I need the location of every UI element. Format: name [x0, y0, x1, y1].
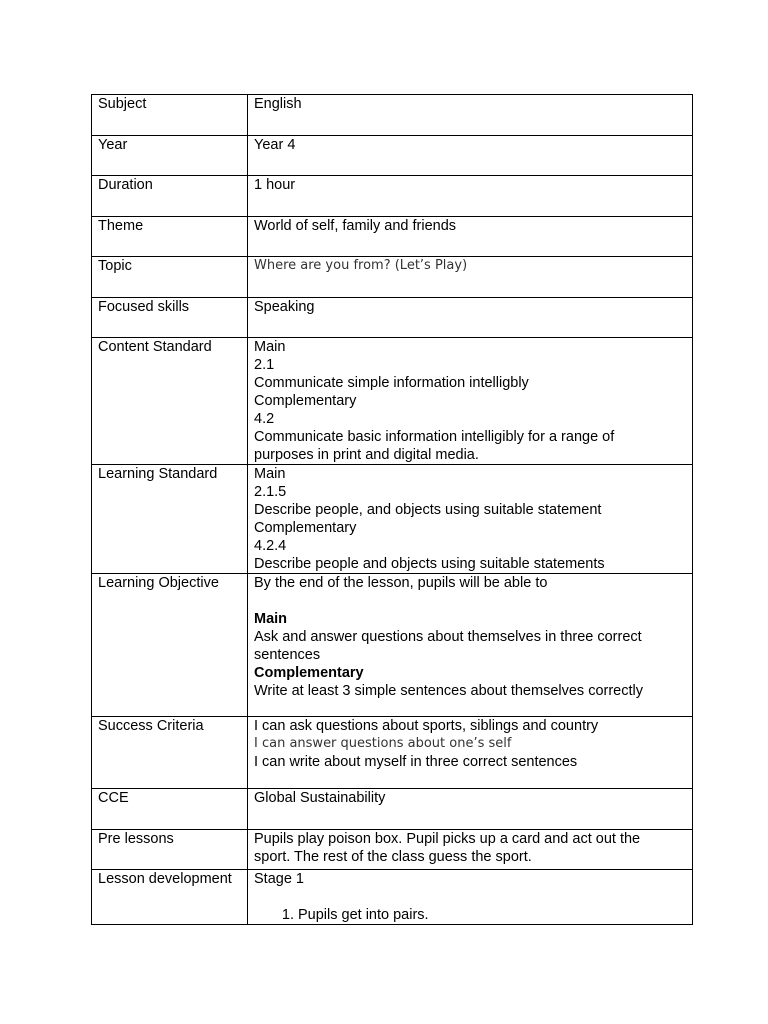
text-line: I can write about myself in three correct sentences	[254, 754, 578, 770]
text-line: Communicate simple information intelligbly	[254, 375, 529, 391]
row-value: Year 4	[248, 136, 693, 176]
text-line: By the end of the lesson, pupils will be able to	[254, 575, 548, 591]
text-line: 4.2	[254, 411, 275, 427]
text-line: Complementary	[254, 520, 357, 536]
row-label: Theme	[92, 217, 248, 257]
table-row	[92, 789, 693, 830]
text-line: Main	[254, 339, 286, 355]
table-row	[92, 95, 693, 136]
table-row	[92, 136, 693, 176]
row-value	[248, 574, 693, 717]
steps-list	[254, 906, 686, 924]
table-row	[92, 870, 693, 925]
row-label: Year	[92, 136, 248, 176]
row-label: Focused skills	[92, 298, 248, 338]
row-label: CCE	[92, 789, 248, 830]
row-value: 1 hour	[248, 176, 693, 217]
section-heading: Complementary	[254, 665, 364, 681]
row-value: Global Sustainability	[248, 789, 693, 830]
table-row	[92, 465, 693, 574]
text-line: Main	[254, 466, 286, 482]
row-value: World of self, family and friends	[248, 217, 693, 257]
lesson-plan-table	[91, 94, 693, 925]
text-line: Write at least 3 simple sentences about themselves correctly	[254, 683, 643, 699]
text-line: purposes in print and digital media.	[254, 447, 479, 463]
row-label: Lesson development	[92, 870, 248, 925]
row-label: Topic	[92, 257, 248, 298]
row-value: Speaking	[248, 298, 693, 338]
text-line: Pupils play poison box. Pupil picks up a card and act out the	[254, 831, 641, 847]
table-row	[92, 257, 693, 298]
text-line: I can ask questions about sports, siblings and country	[254, 718, 599, 734]
blank-line	[254, 592, 686, 610]
table-row	[92, 717, 693, 789]
table-row	[92, 298, 693, 338]
row-value	[248, 830, 693, 870]
row-label: Content Standard	[92, 338, 248, 465]
row-label: Pre lessons	[92, 830, 248, 870]
text-line: I can answer questions about one’s self	[254, 736, 512, 751]
text-line: 2.1.5	[254, 484, 287, 500]
text-line: Communicate basic information intelligibly for a range of	[254, 429, 615, 445]
row-value: English	[248, 95, 693, 136]
row-value: Where are you from? (Let’s Play)	[248, 257, 693, 298]
stage-label: Stage 1	[254, 871, 304, 887]
text-line: Complementary	[254, 393, 357, 409]
row-value	[248, 717, 693, 789]
row-value	[248, 338, 693, 465]
table-row	[92, 217, 693, 257]
row-label: Duration	[92, 176, 248, 217]
list-item: 1. Pupils get into pairs.	[298, 906, 686, 924]
table-row	[92, 574, 693, 717]
text-line: 2.1	[254, 357, 275, 373]
text-line: Describe people, and objects using suitable statement	[254, 502, 602, 518]
text-line: 4.2.4	[254, 538, 287, 554]
row-label: Success Criteria	[92, 717, 248, 789]
text-line: Ask and answer questions about themselves in three correct	[254, 629, 642, 645]
section-heading: Main	[254, 611, 288, 627]
text-line: sport. The rest of the class guess the sport.	[254, 849, 532, 865]
row-value	[248, 465, 693, 574]
text-line: sentences	[254, 647, 321, 663]
row-label: Learning Standard	[92, 465, 248, 574]
row-label: Learning Objective	[92, 574, 248, 717]
table-row	[92, 176, 693, 217]
table-row	[92, 830, 693, 870]
row-value	[248, 870, 693, 925]
row-label: Subject	[92, 95, 248, 136]
text-line: Describe people and objects using suitable statements	[254, 556, 605, 572]
blank-line	[254, 888, 686, 906]
table-row	[92, 338, 693, 465]
